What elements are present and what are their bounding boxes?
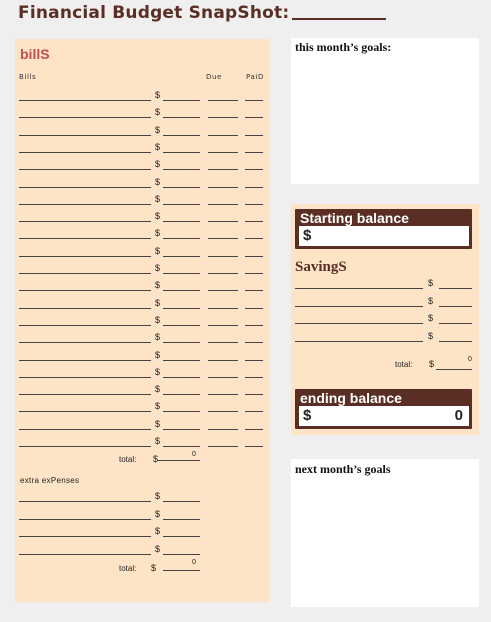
balance-panel (291, 204, 479, 435)
title-blank-line (292, 18, 386, 20)
paid-column-header: PaiD (246, 73, 264, 81)
savings-name-line[interactable] (295, 341, 423, 342)
bill-amount-currency: $ (155, 176, 161, 187)
bill-amount-currency: $ (155, 141, 161, 152)
savings-name-line[interactable] (295, 323, 423, 324)
savings-total-line[interactable] (436, 369, 472, 370)
this-month-goals-label: this month’s goals: (295, 40, 392, 54)
next-month-goals-label: next month’s goals (295, 462, 391, 476)
ending-balance-value: 0 (454, 407, 463, 424)
next-month-goals-box[interactable] (291, 459, 479, 607)
bills-column-header: Bills (19, 73, 37, 81)
bill-amount-currency: $ (155, 418, 161, 429)
extra-total-currency: $ (151, 563, 157, 573)
bill-amount-currency: $ (155, 384, 161, 395)
bill-amount-currency: $ (155, 124, 161, 135)
ending-balance-label: ending balance (300, 390, 402, 406)
bill-amount-currency: $ (155, 366, 161, 377)
savings-amount-currency: $ (428, 278, 434, 288)
bill-amount-currency: $ (155, 193, 161, 204)
bill-amount-currency: $ (155, 436, 161, 446)
savings-total-value: 0 (468, 356, 472, 363)
bills-total-label: total: (119, 455, 137, 464)
extra-total-value: 0 (192, 559, 196, 566)
extra-amount-line[interactable] (163, 536, 200, 537)
bill-amount-currency: $ (155, 314, 161, 325)
extra-total-line[interactable] (163, 570, 200, 571)
extra-expenses-heading: extra exPenses (20, 476, 80, 485)
extra-amount-currency: $ (155, 491, 161, 501)
extra-name-line[interactable] (19, 536, 151, 537)
savings-heading: SavingS (295, 259, 347, 275)
extra-name-line[interactable] (19, 519, 151, 520)
extra-amount-line[interactable] (163, 501, 200, 502)
bill-amount-currency: $ (155, 90, 161, 100)
bills-heading: billS (20, 46, 50, 62)
extra-amount-line[interactable] (163, 554, 200, 555)
bill-amount-currency: $ (155, 245, 161, 256)
savings-total-label: total: (395, 360, 413, 369)
ending-balance-currency: $ (303, 407, 312, 424)
starting-balance-currency: $ (303, 227, 312, 244)
bills-total-currency: $ (153, 454, 159, 464)
bill-amount-currency: $ (155, 107, 161, 118)
extra-expense-rows (15, 39, 269, 602)
bill-amount-currency: $ (155, 263, 161, 273)
bill-amount-currency: $ (155, 211, 161, 222)
bill-amount-currency: $ (155, 297, 161, 308)
savings-name-line[interactable] (295, 288, 423, 289)
bill-amount-currency: $ (155, 401, 161, 412)
extra-amount-line[interactable] (163, 519, 200, 520)
extra-total-label: total: (119, 564, 137, 573)
extra-amount-currency: $ (155, 508, 161, 519)
ending-balance-box (295, 389, 472, 429)
extra-amount-currency: $ (155, 526, 161, 536)
due-column-header: Due (206, 73, 222, 81)
page-title (18, 3, 386, 23)
bill-amount-currency: $ (155, 349, 161, 360)
bill-amount-currency: $ (155, 228, 161, 239)
this-month-goals-box[interactable] (291, 38, 479, 184)
savings-amount-line[interactable] (439, 306, 472, 307)
ending-balance-field[interactable] (299, 406, 469, 426)
starting-balance-label: Starting balance (300, 210, 409, 226)
savings-amount-line[interactable] (439, 288, 472, 289)
bill-amount-currency: $ (155, 332, 161, 343)
bills-total-value: 0 (192, 451, 196, 458)
bill-amount-currency: $ (155, 280, 161, 291)
savings-amount-currency: $ (428, 330, 434, 341)
bill-amount-currency: $ (155, 159, 161, 170)
savings-amount-line[interactable] (439, 341, 472, 342)
extra-name-line[interactable] (19, 501, 151, 502)
savings-name-line[interactable] (295, 306, 423, 307)
bills-panel (15, 39, 269, 602)
page-title-text: Financial Budget SnapShot: (18, 3, 290, 23)
savings-amount-currency: $ (428, 295, 434, 306)
extra-name-line[interactable] (19, 554, 151, 555)
extra-amount-currency: $ (155, 543, 161, 554)
savings-amount-line[interactable] (439, 323, 472, 324)
savings-total-currency: $ (429, 359, 435, 369)
savings-amount-currency: $ (428, 313, 434, 323)
